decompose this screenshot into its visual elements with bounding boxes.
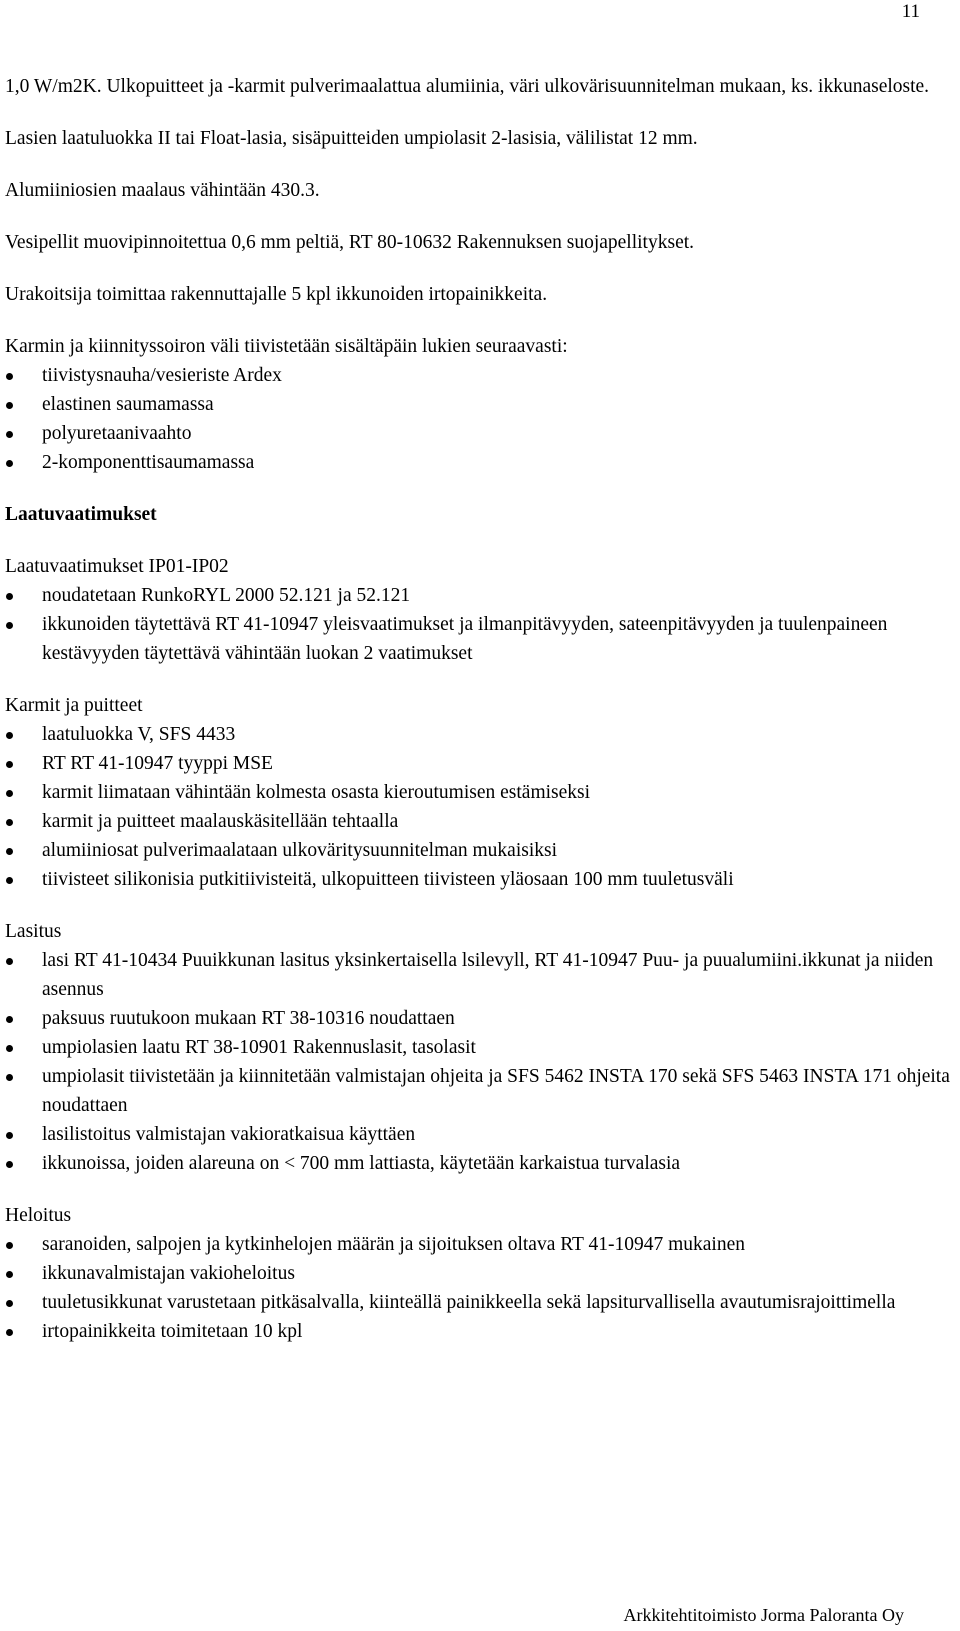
hardware-title: Heloitus: [5, 1205, 72, 1226]
list-item: lasi RT 41-10434 Puuikkunan lasitus yksinkertaisella lsilevyll, RT 41-10947 Puu- ja puualumiini.ikkunat ja niiden asennus: [5, 946, 955, 1004]
list-item: tuuletusikkunat varustetaan pitkäsalvalla, kiinteällä painikkeella sekä lapsiturvallisella avautumisrajoittimella: [5, 1288, 955, 1317]
list-item: ikkunavalmistajan vakioheloitus: [5, 1259, 955, 1288]
hardware-list: [5, 1230, 955, 1346]
section-heading-quality: Laatuvaatimukset: [5, 504, 157, 525]
sealing-list: [5, 361, 955, 477]
list-item: karmit liimataan vähintään kolmesta osasta kieroutumisen estämiseksi: [5, 778, 955, 807]
list-item: lasilistoitus valmistajan vakioratkaisua käyttäen: [5, 1120, 955, 1149]
document-body: [5, 72, 955, 1346]
quality-list: [5, 581, 955, 668]
page-number: 11: [901, 1, 920, 22]
paragraph-glass-class: Lasien laatuluokka II tai Float-lasia, sisäpuitteiden umpiolasit 2-lasisia, välilistat 12 mm.: [5, 128, 698, 149]
list-item: tiivisteet silikonisia putkitiivisteitä, ulkopuitteen tiivisteen yläosaan 100 mm tuuletusväli: [5, 865, 955, 894]
list-item: 2-komponenttisaumamassa: [5, 448, 955, 477]
list-item: umpiolasien laatu RT 38-10901 Rakennuslasit, tasolasit: [5, 1033, 955, 1062]
footer-company: Arkkitehtitoimisto Jorma Paloranta Oy: [623, 1605, 904, 1625]
list-item: noudatetaan RunkoRYL 2000 52.121 ja 52.121: [5, 581, 955, 610]
list-item: elastinen saumamassa: [5, 390, 955, 419]
list-item: paksuus ruutukoon mukaan RT 38-10316 noudattaen: [5, 1004, 955, 1033]
paragraph-u-value: 1,0 W/m2K. Ulkopuitteet ja -karmit pulverimaalattua alumiinia, väri ulkovärisuunnitelman mukaan, ks. ikkunaseloste.: [5, 76, 930, 97]
list-item: tiivistysnauha/vesieriste Ardex: [5, 361, 955, 390]
list-item: ikkunoiden täytettävä RT 41-10947 yleisvaatimukset ja ilmanpitävyyden, sateenpitävyyden ja tuulenpaineen kestävyyden täytettävä vähintään luokan 2 vaatimukset: [5, 610, 955, 668]
list-item: ikkunoissa, joiden alareuna on < 700 mm lattiasta, käytetään karkaistua turvalasia: [5, 1149, 955, 1178]
sealing-title: Karmin ja kiinnityssoiron väli tiivistetään sisältäpäin lukien seuraavasti:: [5, 336, 568, 357]
paragraph-flashings: Vesipellit muovipinnoitettua 0,6 mm peltiä, RT 80-10632 Rakennuksen suojapellitykset.: [5, 232, 695, 253]
list-item: umpiolasit tiivistetään ja kiinnitetään valmistajan ohjeita ja SFS 5462 INSTA 170 sekä SFS 5463 INSTA 171 ohjeita noudattaen: [5, 1062, 955, 1120]
glazing-list: [5, 946, 955, 1178]
list-item: laatuluokka V, SFS 4433: [5, 720, 955, 749]
glazing-title: Lasitus: [5, 921, 62, 942]
list-item: alumiiniosat pulverimaalataan ulkoväritysuunnitelman mukaisiksi: [5, 836, 955, 865]
list-item: karmit ja puitteet maalauskäsitellään tehtaalla: [5, 807, 955, 836]
list-item: saranoiden, salpojen ja kytkinhelojen määrän ja sijoituksen oltava RT 41-10947 mukainen: [5, 1230, 955, 1259]
frames-title: Karmit ja puitteet: [5, 695, 143, 716]
frames-list: [5, 720, 955, 894]
paragraph-aluminium-paint: Alumiiniosien maalaus vähintään 430.3.: [5, 180, 320, 201]
list-item: RT RT 41-10947 tyyppi MSE: [5, 749, 955, 778]
list-item: irtopainikkeita toimitetaan 10 kpl: [5, 1317, 955, 1346]
list-item: polyuretaanivaahto: [5, 419, 955, 448]
quality-title: Laatuvaatimukset IP01-IP02: [5, 556, 229, 577]
paragraph-handles: Urakoitsija toimittaa rakennuttajalle 5 kpl ikkunoiden irtopainikkeita.: [5, 284, 548, 305]
